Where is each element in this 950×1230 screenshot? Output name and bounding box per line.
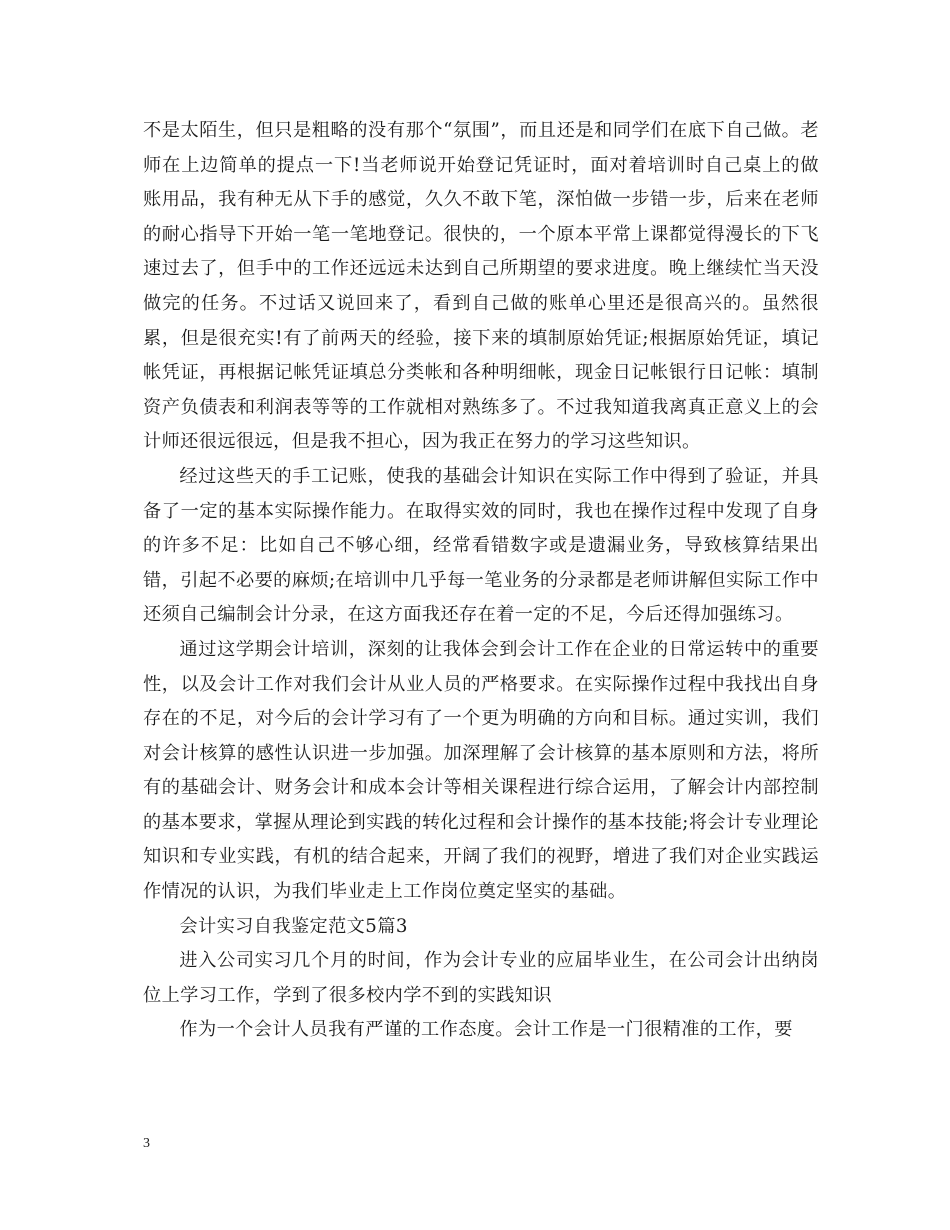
- paragraph-5: 作为一个会计人员我有严谨的工作态度。会计工作是一门很精准的工作，要: [179, 1019, 793, 1041]
- paragraph-4: 进入公司实习几个月的时间，作为会计专业的应届毕业生，在公司会计出纳岗位上学习工作，学到了很多校内学不到的实践知识: [143, 950, 819, 1006]
- document-body: [143, 114, 819, 1048]
- page-number: 3: [143, 1136, 150, 1151]
- paragraph-3: 通过这学期会计培训，深刻的让我体会到会计工作在企业的日常运转中的重要性，以及会计工作对我们会计从业人员的严格要求。在实际操作过程中我找出自身存在的不足，对今后的会计学习有了一个更为明确的方向和目标。通过实训，我们对会计核算的感性认识进一步加强。加深理解了会计核算的基本原则和方法，将所有的基础会计、财务会计和成本会计等相关课程进行综合运用，了解会计内部控制的基本要求，掌握从理论到实践的转化过程和会计操作的基本技能;将会计专业理论知识和专业实践，有机的结合起来，开阔了我们的视野，增进了我们对企业实践运作情况的认识，为我们毕业走上工作岗位奠定坚实的基础。: [143, 638, 819, 903]
- paragraph-2: 经过这些天的手工记账，使我的基础会计知识在实际工作中得到了验证，并具备了一定的基本实际操作能力。在取得实效的同时，我也在操作过程中发现了自身的许多不足：比如自己不够心细，经常看错数字或是遗漏业务，导致核算结果出错，引起不必要的麻烦;在培训中几乎每一笔业务的分录都是老师讲解但实际工作中还须自己编制会计分录，在这方面我还存在着一定的不足，今后还得加强练习。: [143, 465, 819, 626]
- paragraph-1: 不是太陌生，但只是粗略的没有那个“氛围”，而且还是和同学们在底下自己做。老师在上边简单的提点一下!当老师说开始登记凭证时，面对着培训时自己桌上的做账用品，我有种无从下手的感觉，久久不敢下笔，深怕做一步错一步，后来在老师的耐心指导下开始一笔一笔地登记。很快的，一个原本平常上课都觉得漫长的下飞速过去了，但手中的工作还远远未达到自己所期望的要求进度。晚上继续忙当天没做完的任务。不过话又说回来了，看到自己做的账单心里还是很高兴的。虽然很累，但是很充实!有了前两天的经验，接下来的填制原始凭证;根据原始凭证，填记帐凭证，再根据记帐凭证填总分类帐和各种明细帐，现金日记帐银行日记帐：填制资产负债表和利润表等等的工作就相对熟练多了。不过我知道我离真正意义上的会计师还很远很远，但是我不担心，因为我正在努力的学习这些知识。: [143, 120, 819, 453]
- section-heading: 会计实习自我鉴定范文5篇3: [179, 915, 408, 937]
